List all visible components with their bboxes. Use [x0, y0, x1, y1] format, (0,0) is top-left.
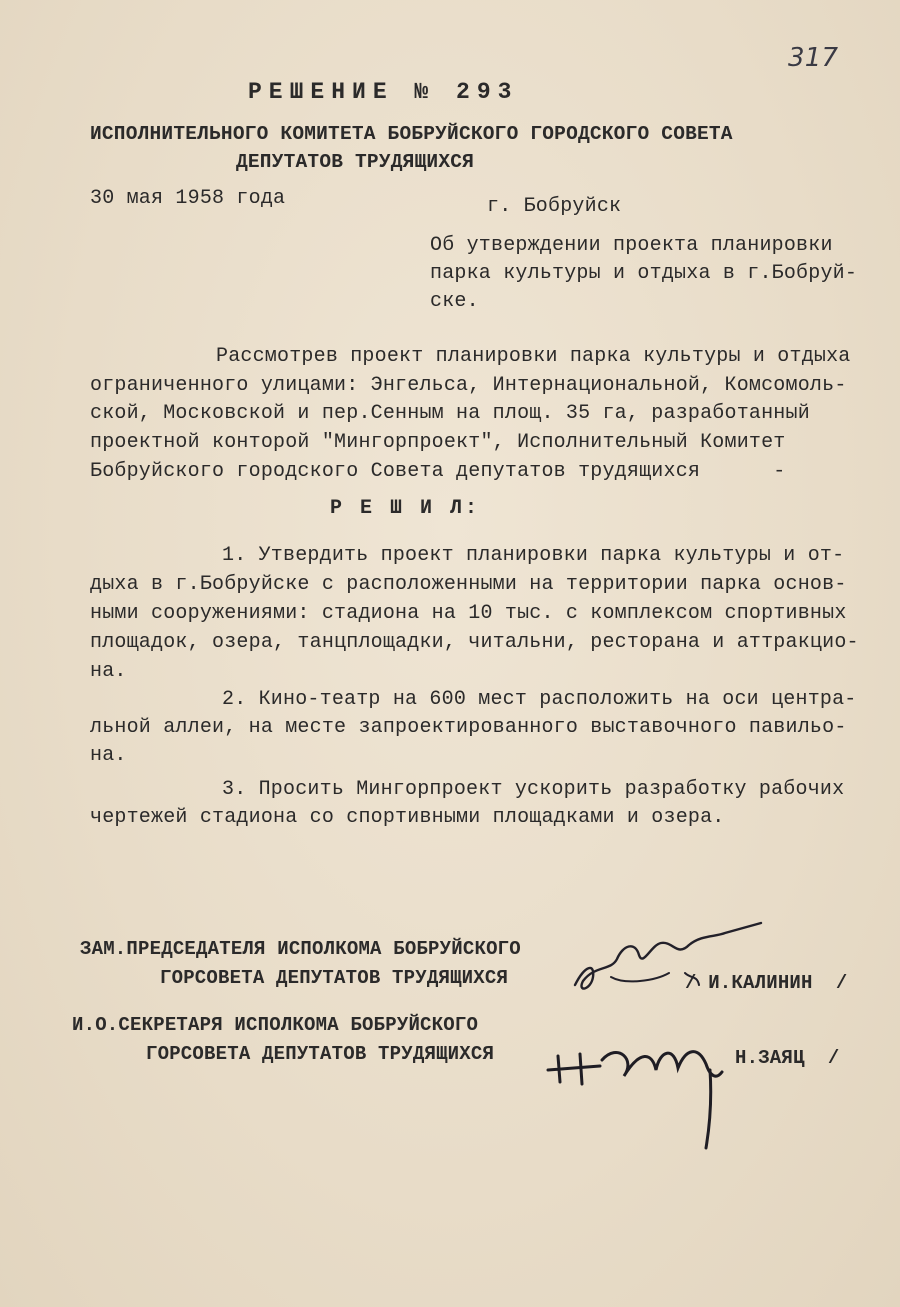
preamble-line: проектной конторой "Мингорпроект", Исполнительный Комитет — [90, 431, 786, 454]
signatory-2-title: И.О.СЕКРЕТАРЯ ИСПОЛКОМА БОБРУЙСКОГО — [72, 1014, 479, 1036]
preamble-line: ской, Московской и пер.Сенным на площ. 35 га, разработанный — [90, 402, 810, 425]
item-2-line: на. — [90, 744, 127, 767]
preamble-line: ограниченного улицами: Энгельса, Интернациональной, Комсомоль- — [90, 374, 847, 397]
handwritten-signature-icon — [565, 915, 770, 1005]
subject-line: парка культуры и отдыха в г.Бобруй- — [430, 262, 858, 285]
document-place: г. Бобруйск — [487, 195, 622, 218]
signatory-2-name: Н.ЗАЯЦ / — [735, 1047, 840, 1069]
issuer-line-2: ДЕПУТАТОВ ТРУДЯЩИХСЯ — [236, 151, 475, 173]
decided-heading: Р Е Ш И Л: — [330, 497, 481, 520]
signatory-1-title: ГОРСОВЕТА ДЕПУТАТОВ ТРУДЯЩИХСЯ — [160, 967, 509, 989]
item-1-line: 1. Утвердить проект планировки парка культуры и от- — [222, 544, 845, 567]
issuer-line-1: ИСПОЛНИТЕЛЬНОГО КОМИТЕТА БОБРУЙСКОГО ГОРОДСКОГО СОВЕТА — [90, 123, 733, 145]
subject-line: Об утверждении проекта планировки — [430, 234, 833, 257]
item-3-line: 3. Просить Мингорпроект ускорить разработку рабочих — [222, 778, 845, 801]
item-1-line: дыха в г.Бобруйске с расположенными на территории парка основ- — [90, 573, 847, 596]
item-1-line: ными сооружениями: стадиона на 10 тыс. с комплексом спортивных — [90, 602, 847, 625]
document-title: РЕШЕНИЕ № 293 — [248, 79, 519, 105]
signatory-1-title: ЗАМ.ПРЕДСЕДАТЕЛЯ ИСПОЛКОМА БОБРУЙСКОГО — [80, 938, 521, 960]
item-3-line: чертежей стадиона со спортивными площадками и озера. — [90, 806, 725, 829]
document-date: 30 мая 1958 года — [90, 187, 286, 210]
preamble-line: Бобруйского городского Совета депутатов трудящихся - — [90, 460, 786, 483]
item-2-line: 2. Кино-театр на 600 мест расположить на оси центра- — [222, 688, 857, 711]
handwritten-signature-icon — [540, 1020, 735, 1155]
signatory-1-name: / И.КАЛИНИН / — [685, 972, 848, 994]
subject-line: ске. — [430, 290, 479, 313]
archive-page-number: 317 — [788, 43, 839, 73]
item-2-line: льной аллеи, на месте запроектированного выставочного павильо- — [90, 716, 847, 739]
signatory-2-title: ГОРСОВЕТА ДЕПУТАТОВ ТРУДЯЩИХСЯ — [146, 1043, 495, 1065]
item-1-line: площадок, озера, танцплощадки, читальни, ресторана и аттракцио- — [90, 631, 859, 654]
preamble-line: Рассмотрев проект планировки парка культуры и отдыха — [216, 345, 851, 368]
item-1-line: на. — [90, 660, 127, 683]
